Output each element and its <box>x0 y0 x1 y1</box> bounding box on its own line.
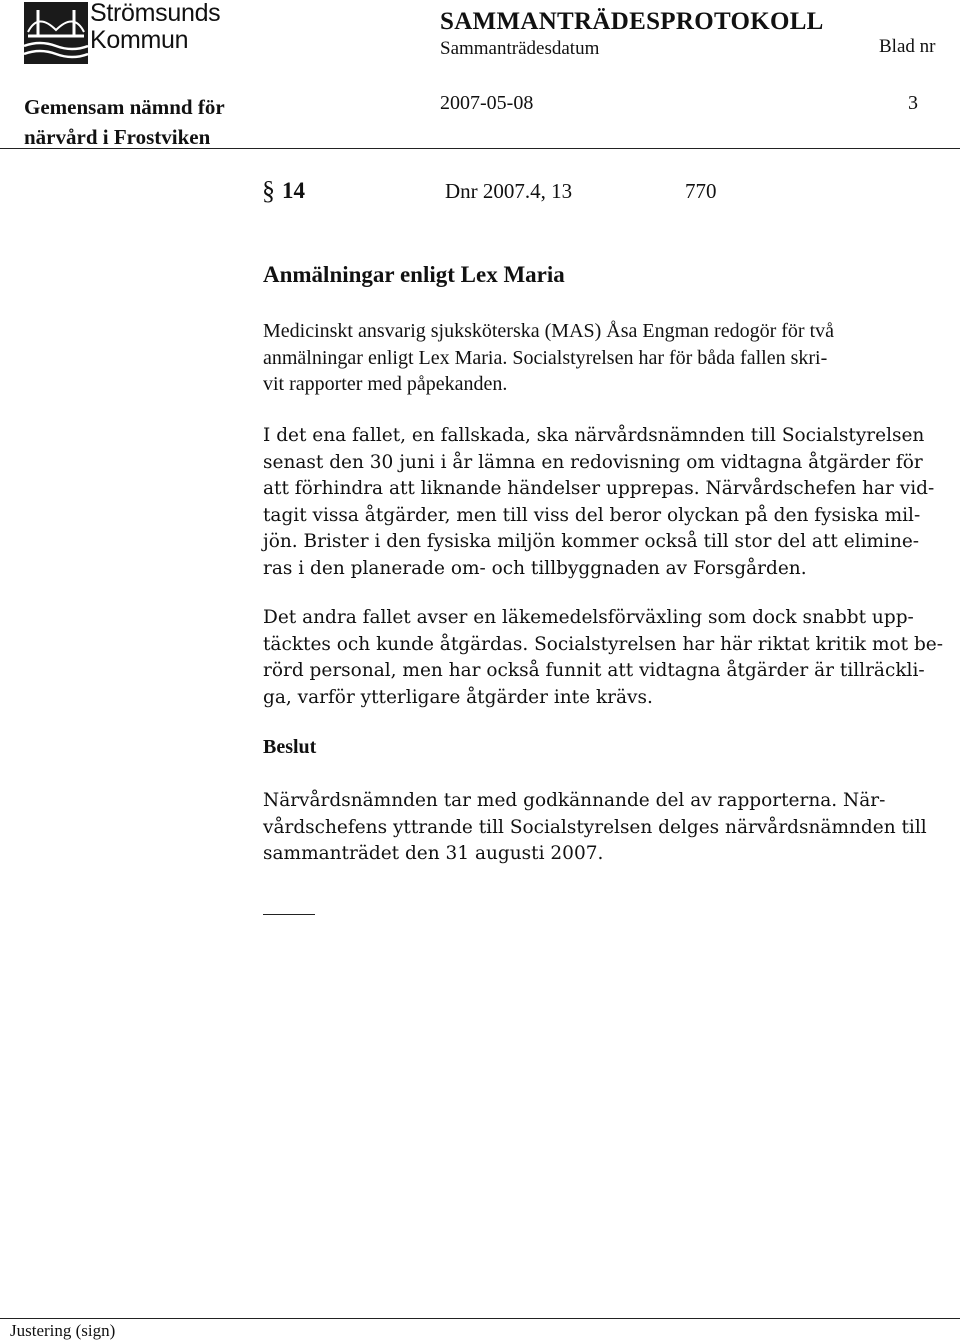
header-divider <box>0 148 960 149</box>
page-number: 3 <box>908 92 918 114</box>
footer-divider <box>0 1318 960 1319</box>
diary-number: Dnr 2007.4, 13 <box>445 179 573 203</box>
logo-wordmark <box>90 0 220 54</box>
text-line: ga, varför ytterligare åtgärder inte krävs. <box>263 686 653 708</box>
paragraph-1 <box>263 318 943 398</box>
page-label: Blad nr <box>879 36 936 57</box>
item-heading: Anmälningar enligt Lex Maria <box>263 262 565 287</box>
document-title: SAMMANTRÄDESPROTOKOLL <box>440 8 824 35</box>
text-line: Närvårdsnämnden tar med godkännande del av rapporterna. När- <box>263 790 886 811</box>
decision-text <box>263 788 943 868</box>
item-code: 770 <box>685 179 717 203</box>
text-line: anmälningar enligt Lex Maria. Socialstyrelsen har för båda fallen skri- <box>263 346 828 369</box>
text-line: täcktes och kunde åtgärdas. Socialstyrelsen har här riktat kritik mot be- <box>263 633 944 655</box>
meeting-date: 2007-05-08 <box>440 92 534 114</box>
text-line: Det andra fallet avser en läkemedelsförväxling som dock snabbt upp- <box>263 607 914 628</box>
text-line: vårdschefens yttrande till Socialstyrelsen delges närvårdsnämnden till <box>263 816 927 838</box>
organization-line-1: Gemensam nämnd för <box>24 95 225 119</box>
signature-label: Justering (sign) <box>10 1321 116 1340</box>
text-line: tagit vissa åtgärder, men till viss del beror olyckan på den fysiska mil- <box>263 504 921 526</box>
section-end-line <box>263 914 315 915</box>
text-line: jön. Brister i den fysiska miljön kommer också till stor del att elimine- <box>263 531 920 552</box>
paragraph-2 <box>263 423 943 582</box>
text-line: ras i den planerade om- och tillbyggnaden av Forsgården. <box>263 557 807 579</box>
logo-line-2: Kommun <box>90 26 189 54</box>
text-line: att förhindra att liknande händelser upprepas. Närvårdschefen har vid- <box>263 478 935 499</box>
text-line: vit rapporter med påpekanden. <box>263 373 508 395</box>
section-symbol: § <box>262 176 275 205</box>
organization-name <box>24 92 225 152</box>
paragraph-3 <box>263 605 943 711</box>
decision-heading: Beslut <box>263 736 317 758</box>
text-line: rörd personal, men har också funnit att vidtagna åtgärder är tillräckli- <box>263 660 925 681</box>
text-line: Medicinskt ansvarig sjuksköterska (MAS) Åsa Engman redogör för två <box>263 320 834 342</box>
organization-line-2: närvård i Frostviken <box>24 125 211 149</box>
text-line: sammanträdet den 31 augusti 2007. <box>263 843 604 864</box>
item-number: 14 <box>282 178 305 203</box>
text-line: I det ena fallet, en fallskada, ska närvårdsnämnden till Socialstyrelsen <box>263 425 925 446</box>
bridge-logo-icon <box>24 2 88 64</box>
text-line: senast den 30 juni i år lämna en redovisning om vidtagna åtgärder för <box>263 451 923 473</box>
meeting-date-label: Sammanträdesdatum <box>440 38 600 59</box>
logo-line-1: Strömsunds <box>90 0 221 27</box>
